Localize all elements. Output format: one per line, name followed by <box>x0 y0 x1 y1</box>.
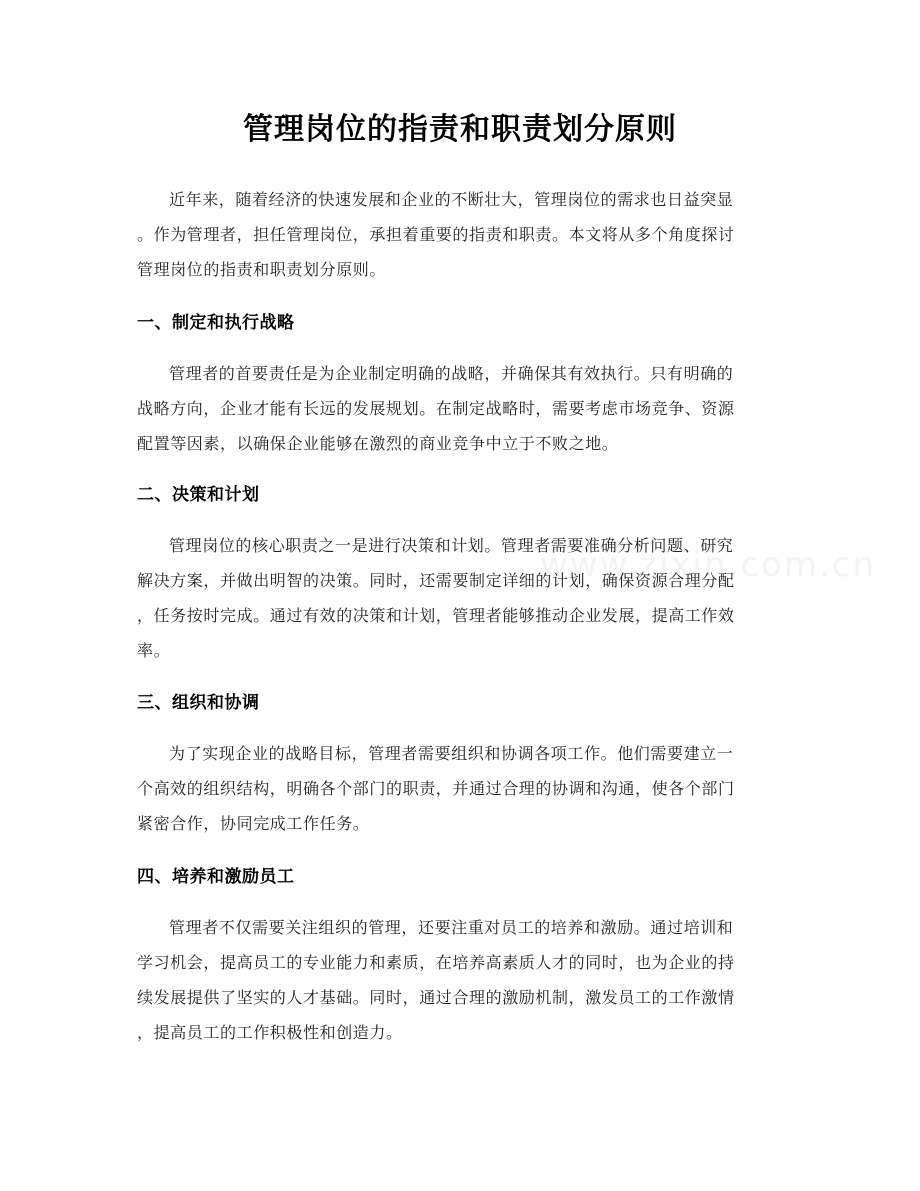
paragraph-line: 管理者不仅需要关注组织的管理，还要注重对员工的培养和激励。通过培训和 <box>169 918 734 937</box>
paragraph-line: 紧密合作，协同完成工作任务。 <box>137 814 370 833</box>
paragraph-line: 解决方案，并做出明智的决策。同时，还需要制定详细的计划，确保资源合理分配 <box>137 571 735 590</box>
paragraph-line: 率。 <box>137 641 171 660</box>
paragraph-line: 近年来，随着经济的快速发展和企业的不断壮大，管理岗位的需求也日益突显 <box>169 190 734 209</box>
paragraph-line: 管理者的首要责任是为企业制定明确的战略，并确保其有效执行。只有明确的 <box>169 364 734 383</box>
section-paragraph-2 <box>137 528 787 668</box>
section-paragraph-1 <box>137 356 787 461</box>
paragraph-line: 战略方向，企业才能有长远的发展规划。在制定战略时，需要考虑市场竞争、资源 <box>137 399 735 418</box>
paragraph-line: 管理岗位的核心职责之一是进行决策和计划。管理者需要准确分析问题、研究 <box>169 536 734 555</box>
paragraph-line: 学习机会，提高员工的专业能力和素质，在培养高素质人才的同时，也为企业的持 <box>137 953 735 972</box>
section-paragraph-4 <box>137 910 787 1050</box>
paragraph-line: 管理岗位的指责和职责划分原则。 <box>137 260 387 279</box>
paragraph-line: 个高效的组织结构，明确各个部门的职责，并通过合理的协调和沟通，使各个部门 <box>137 779 735 798</box>
paragraph-line: 续发展提供了坚实的人才基础。同时，通过合理的激励机制，激发员工的工作激情 <box>137 988 735 1007</box>
section-heading-2: 二、决策和计划 <box>137 485 260 505</box>
paragraph-line: 配置等因素，以确保企业能够在激烈的商业竞争中立于不败之地。 <box>137 434 619 453</box>
paragraph-line: ，任务按时完成。通过有效的决策和计划，管理者能够推动企业发展，提高工作效 <box>137 606 735 625</box>
section-heading-3: 三、组织和协调 <box>137 693 260 713</box>
paragraph-line: 为了实现企业的战略目标，管理者需要组织和协调各项工作。他们需要建立一 <box>169 744 734 763</box>
paragraph-line: 。作为管理者，担任管理岗位，承担着重要的指责和职责。本文将从多个角度探讨 <box>137 225 735 244</box>
watermark: www.zixin.com.cn <box>540 545 876 585</box>
intro-paragraph <box>137 182 787 287</box>
section-heading-1: 一、制定和执行战略 <box>137 313 295 333</box>
section-heading-4: 四、培养和激励员工 <box>137 867 295 887</box>
paragraph-line: ，提高员工的工作积极性和创造力。 <box>137 1023 403 1042</box>
document-title: 管理岗位的指责和职责划分原则 <box>243 112 677 147</box>
section-paragraph-3 <box>137 736 787 841</box>
